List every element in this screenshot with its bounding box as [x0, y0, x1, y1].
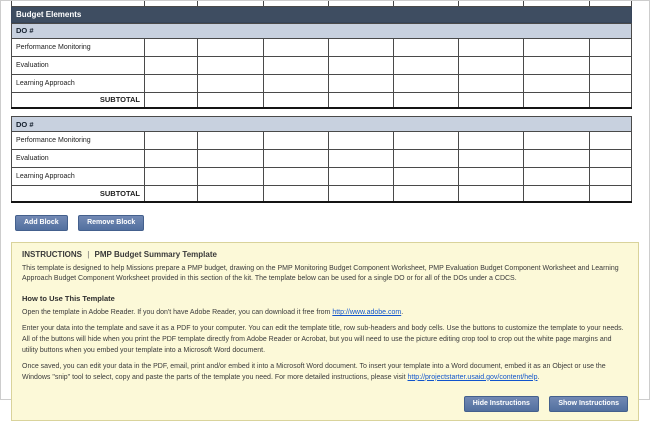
budget-table-top [11, 1, 632, 23]
empty-data-cell[interactable] [198, 74, 264, 92]
empty-data-cell[interactable] [459, 150, 524, 168]
empty-data-cell[interactable] [459, 186, 524, 202]
block-button-bar [15, 211, 639, 231]
empty-data-cell[interactable] [264, 38, 329, 56]
empty-data-cell[interactable] [329, 74, 394, 92]
empty-data-cell[interactable] [145, 56, 198, 74]
budget-block-1 [11, 23, 632, 110]
empty-data-cell[interactable] [459, 74, 524, 92]
budget-block-2 [11, 116, 632, 203]
empty-data-cell[interactable] [394, 168, 459, 186]
empty-data-cell[interactable] [329, 38, 394, 56]
empty-data-cell[interactable] [394, 74, 459, 92]
do-number-header[interactable]: DO # [12, 23, 632, 38]
empty-data-cell[interactable] [329, 186, 394, 202]
table-row [12, 150, 632, 168]
table-row [12, 168, 632, 186]
howto-heading: How to Use This Template [22, 294, 115, 304]
empty-data-cell[interactable] [198, 92, 264, 108]
paragraph-adobe-end: . [401, 309, 404, 317]
remove-block-button[interactable]: Remove Block [78, 215, 144, 231]
paragraph-once-saved [22, 362, 628, 384]
empty-data-cell[interactable] [394, 92, 459, 108]
empty-data-cell[interactable] [394, 186, 459, 202]
row-label-performance-monitoring[interactable]: Performance Monitoring [12, 38, 145, 56]
paragraph-adobe-text: Open the template in Adobe Reader. If you don't have Adobe Reader, you can download it free from [22, 309, 333, 317]
row-label-performance-monitoring[interactable]: Performance Monitoring [12, 132, 145, 150]
empty-data-cell[interactable] [145, 74, 198, 92]
table-row [12, 56, 632, 74]
projectstarter-link[interactable]: http://projectstarter.usaid.gov/content/help [407, 373, 538, 381]
empty-data-cell[interactable] [264, 168, 329, 186]
empty-data-cell[interactable] [329, 132, 394, 150]
empty-data-cell[interactable] [524, 92, 590, 108]
instructions-button-bar [22, 392, 628, 412]
show-instructions-button[interactable]: Show Instructions [549, 396, 628, 412]
empty-data-cell[interactable] [459, 56, 524, 74]
empty-data-cell[interactable] [329, 168, 394, 186]
empty-data-cell[interactable] [145, 92, 198, 108]
empty-data-cell[interactable] [590, 168, 632, 186]
empty-data-cell[interactable] [264, 150, 329, 168]
empty-data-cell[interactable] [524, 168, 590, 186]
instructions-heading [22, 250, 628, 259]
heading-separator: | [87, 249, 90, 259]
budget-elements-header: Budget Elements [12, 6, 632, 22]
empty-data-cell[interactable] [198, 168, 264, 186]
empty-data-cell[interactable] [524, 38, 590, 56]
row-label-evaluation[interactable]: Evaluation [12, 150, 145, 168]
empty-data-cell[interactable] [394, 38, 459, 56]
empty-data-cell[interactable] [145, 168, 198, 186]
empty-data-cell[interactable] [329, 56, 394, 74]
empty-data-cell[interactable] [145, 186, 198, 202]
empty-data-cell[interactable] [590, 186, 632, 202]
empty-data-cell[interactable] [394, 132, 459, 150]
adobe-link[interactable]: http://www.adobe.com [332, 309, 402, 317]
empty-data-cell[interactable] [590, 38, 632, 56]
empty-data-cell[interactable] [145, 132, 198, 150]
paragraph-enter-data: Enter your data into the template and save it as a PDF to your computer. You can edit the template title, row sub-headers and body cells. Use the buttons to customize the template to your needs. All of the buttons will hide when you print the PDF template directly from Adobe Reader or Acrobat, but you will need to use the picture editing crop tool to crop out the white page margins and utility buttons when you embed your template into a Microsoft Word document. [22, 325, 624, 354]
template-title: PMP Budget Summary Template [94, 249, 217, 259]
empty-data-cell[interactable] [264, 92, 329, 108]
table-row [12, 74, 632, 92]
empty-data-cell[interactable] [459, 168, 524, 186]
empty-data-cell[interactable] [145, 38, 198, 56]
subtotal-row [12, 186, 632, 202]
empty-data-cell[interactable] [264, 132, 329, 150]
empty-data-cell[interactable] [524, 56, 590, 74]
do-number-header[interactable]: DO # [12, 117, 632, 132]
empty-data-cell[interactable] [524, 132, 590, 150]
empty-data-cell[interactable] [198, 56, 264, 74]
empty-data-cell[interactable] [459, 132, 524, 150]
empty-data-cell[interactable] [198, 132, 264, 150]
paragraph-adobe [22, 308, 628, 319]
table-row [12, 38, 632, 56]
hide-instructions-button[interactable]: Hide Instructions [464, 396, 539, 412]
empty-data-cell[interactable] [264, 74, 329, 92]
row-label-learning-approach[interactable]: Learning Approach [12, 168, 145, 186]
subtotal-row [12, 92, 632, 108]
subtotal-label: SUBTOTAL [12, 186, 145, 202]
add-block-button[interactable]: Add Block [15, 215, 68, 231]
empty-data-cell[interactable] [590, 132, 632, 150]
empty-data-cell[interactable] [394, 150, 459, 168]
row-label-evaluation[interactable]: Evaluation [12, 56, 145, 74]
empty-data-cell[interactable] [198, 150, 264, 168]
empty-data-cell[interactable] [459, 38, 524, 56]
empty-data-cell[interactable] [264, 56, 329, 74]
empty-data-cell[interactable] [524, 74, 590, 92]
empty-data-cell[interactable] [394, 56, 459, 74]
intro-paragraph: This template is designed to help Missions prepare a PMP budget, drawing on the PMP Monitoring Budget Component Worksheet, PMP Evaluation Budget Component Worksheet and Learning Approach Budget Component Worksheet provided in this section of the kit. The template below can be used for a single DO or for all of the DOs under a CDCS. [22, 264, 619, 283]
empty-data-cell[interactable] [590, 150, 632, 168]
empty-data-cell[interactable] [590, 74, 632, 92]
subtotal-label: SUBTOTAL [12, 92, 145, 108]
empty-data-cell[interactable] [198, 38, 264, 56]
empty-data-cell[interactable] [590, 92, 632, 108]
instructions-label: INSTRUCTIONS [22, 249, 82, 259]
empty-data-cell[interactable] [329, 92, 394, 108]
empty-data-cell[interactable] [524, 150, 590, 168]
empty-data-cell[interactable] [145, 150, 198, 168]
empty-data-cell[interactable] [590, 56, 632, 74]
empty-data-cell[interactable] [329, 150, 394, 168]
table-row [12, 132, 632, 150]
empty-data-cell[interactable] [524, 186, 590, 202]
empty-data-cell[interactable] [198, 186, 264, 202]
empty-data-cell[interactable] [459, 92, 524, 108]
row-label-learning-approach[interactable]: Learning Approach [12, 74, 145, 92]
paragraph-once-saved-end: . [537, 373, 540, 381]
paragraph-once-saved-text: Once saved, you can edit your data in the PDF, email, print and/or embed it into a Microsoft Word document. To insert your template into a Word document, embed it as an Object or use the Windows "snip" tool to select, copy and paste the parts of the template you need. For more detailed instructions, please visit [22, 362, 606, 381]
empty-data-cell[interactable] [264, 186, 329, 202]
instructions-panel [11, 242, 639, 421]
